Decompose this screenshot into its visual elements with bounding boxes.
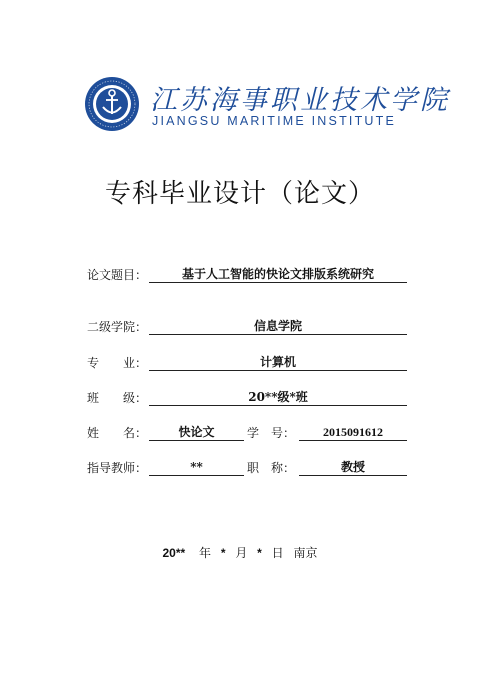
topic-label: 论文题目： (87, 268, 148, 282)
name-label: 姓 名： (87, 426, 148, 440)
major-label: 专 业： (87, 356, 148, 370)
topic-value: 基于人工智能的快论文排版系统研究 (149, 266, 407, 283)
college-row (87, 318, 417, 336)
school-logo-header (84, 76, 450, 136)
school-seal-icon (84, 76, 140, 132)
major-value: 计算机 (149, 354, 407, 371)
advisor-row (87, 459, 417, 477)
name-row (87, 424, 417, 442)
date-day: * (257, 546, 262, 560)
advisor-value: ** (149, 459, 244, 476)
college-value: 信息学院 (149, 318, 407, 335)
rank-value: 教授 (299, 459, 407, 476)
submission-date (0, 544, 480, 561)
date-month-unit: 月 (235, 546, 248, 560)
date-city: 南京 (293, 546, 318, 560)
college-label: 二级学院： (87, 320, 148, 334)
date-day-unit: 日 (271, 546, 284, 560)
class-row (87, 389, 417, 407)
student-id-label: 学 号： (247, 426, 296, 440)
major-row (87, 354, 417, 372)
advisor-label: 指导教师： (87, 461, 148, 475)
school-name-cn: 江苏海事职业技术学院 (150, 85, 450, 116)
class-value: 20**级*班 (149, 389, 407, 406)
class-label: 班 级： (87, 391, 148, 405)
date-month: * (220, 546, 226, 560)
name-value: 快论文 (149, 424, 244, 441)
date-year-unit: 年 (198, 546, 211, 560)
date-year: 20** (162, 546, 186, 560)
student-id-value: 2015091612 (299, 424, 407, 441)
school-name-en: JIANGSU MARITIME INSTITUTE (152, 114, 397, 128)
rank-label: 职 称： (247, 461, 296, 475)
topic-row (87, 266, 417, 284)
document-title: 专科毕业设计（论文） (104, 179, 375, 209)
